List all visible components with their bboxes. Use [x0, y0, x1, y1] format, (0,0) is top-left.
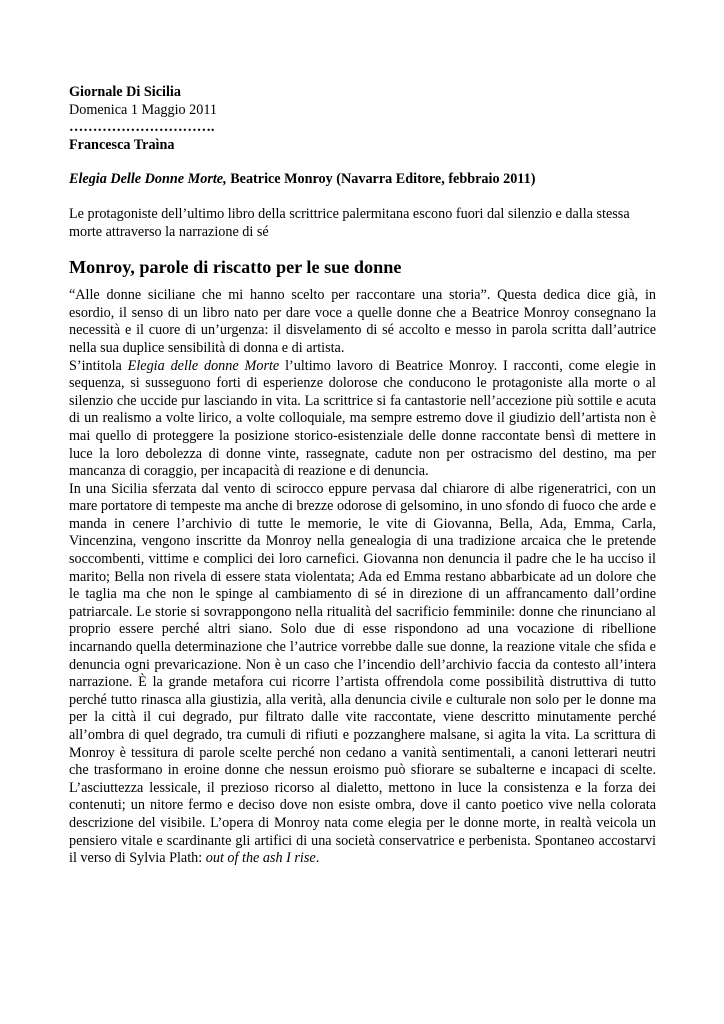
- book-details: Beatrice Monroy (Navarra Editore, febbraio 2011): [226, 171, 536, 188]
- paragraph-1: “Alle donne siciliane che mi hanno scelto per raccontare una storia”. Questa dedica dice già, in esordio, il senso di un libro nato per dare voce a quelle donne che a Beatrice Monroy consegnano la necessità e il cuore di un’urgenza: il disvelamento di sé accolto e messo in parola scritta dall’autrice nella sua duplice sensibilità di donna e di artista.: [69, 287, 656, 356]
- paragraph-2-start: S’intitola: [69, 357, 128, 374]
- book-reference: [69, 171, 656, 189]
- newspaper-name: Giornale Di Sicilia: [69, 84, 181, 100]
- article-page: [69, 84, 656, 868]
- plath-quote: out of the ash I rise: [205, 850, 316, 867]
- paragraph-2-rest: l’ultimo lavoro di Beatrice Monroy. I racconti, come elegie in sequenza, si susseguono forti di esperienze dolorose che conducono le protagoniste alla morte o al silenzio che uccide pur lasciando in vita. La scrittrice si fa cantastorie nell’accezione più sottile e acuta di un realismo a volte lirico, a volte colloquiale, ma sempre estremo dove il giudizio dell’artista non è mai quello di proteggere la posizione storico-esistenziale delle donne raccontate bensì di mettere in luce la loro debolezza di donne vinte, rassegnate, cadute non per ostracismo del destino, ma per mancanza di coraggio, per incapacità di reazione e di denuncia.: [69, 357, 657, 480]
- paragraph-3-main: In una Sicilia sferzata dal vento di scirocco eppure pervasa dal chiarore di albe rigeneratrici, con un mare portatore di tempeste ma anche di brezze odorose di gelsomino, in uno sfondo di fuoco che arde e manda in cenere l’archivio di tutte le memorie, le vite di Giovanna, Bella, Ada, Emma, Carla, Vincenzina, vengono inscritte da Monroy nella genealogia di una tradizione arcaica che le pretende soccombenti, vittime e complici dei loro carnefici. Giovanna non denuncia il padre che le ha ucciso il marito; Bella non rivela di essere stata violentata; Ada ed Emma restano abbarbicate ad un dolore che le taglia ma che non le spinge al cambiamento di sé in direzione di un affrancamento dall’ordine patriarcale. Le storie si sovrappongono nella ritualità del sacrificio femminile: donne che rinunciano al proprio essere perché altri siano. Solo due di esse rispondono ad una vocazione di ribellione incarnando quella determinazione che l’autrice vorrebbe dalle sue donne, la reazione vitale che sfida e denuncia ogni prevaricazione. Non è un caso che l’incendio dell’archivio faccia da contesto all’intera narrazione. È la grande metafora cui ricorre l’artista offrendola come possibilità distruttiva di tutto perché tutto rinasca alla giustizia, alla verità, alla denuncia civile e culturale non solo per le donne ma per la città il cui degrado, pur filtrato dalle vite raccontate, viene descritto minutamente perché all’ombra di quel degrado, tra cumuli di rifiuti e pozzanghere malsane, si agita la vita. La scrittura di Monroy è tessitura di parole scelte perché non cedano a vanità sentimentali, a canoni letterari neutri che trasformano in eroine donne che nessun eroismo può sfiorare se subalterne e incapaci di scelte. L’asciuttezza lessicale, il prezioso ricorso al dialetto, mettono in luce la consistenza e la forza dei contenuti; un nitore fermo e deciso dove non esiste ombra, dove il canto poetico vive nella colorata descrizione del visibile. L’opera di Monroy nata come elegia per le donne morte, in realtà veicola un pensiero vitale e scardinante gli artifici di una società conservatrice e perbenista. Spontaneo accostarvi il verso di Sylvia Plath:: [69, 480, 656, 867]
- article-body: [69, 287, 656, 868]
- paragraph-3: [69, 481, 656, 868]
- paragraph-2: [69, 358, 656, 481]
- publication-date: Domenica 1 Maggio 2011: [69, 101, 218, 118]
- paragraph-3-end: .: [315, 850, 320, 867]
- article-lead: Le protagoniste dell’ultimo libro della scrittrice palermitana escono fuori dal silenzio e dalla stessa morte attraverso la narrazione di sé: [69, 205, 630, 240]
- book-title-inline: Elegia delle donne Morte: [127, 357, 280, 374]
- article-headline: Monroy, parole di riscatto per le sue donne: [69, 257, 402, 278]
- separator-dots: ………………………….: [69, 119, 215, 136]
- book-title: Elegia Delle Donne Morte,: [69, 171, 227, 188]
- article-header: [69, 84, 656, 154]
- author-name: Francesca Traìna: [69, 136, 175, 153]
